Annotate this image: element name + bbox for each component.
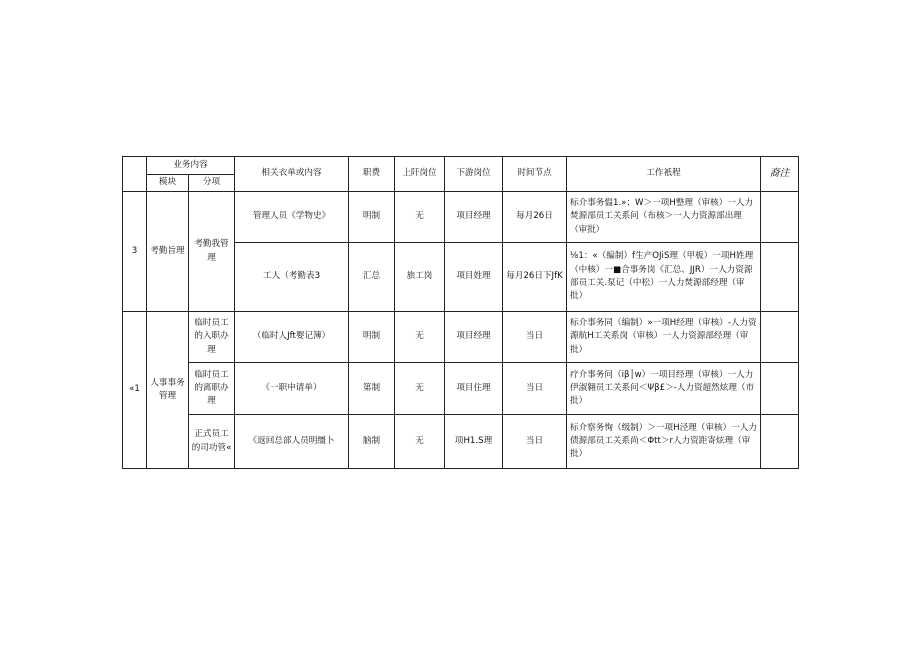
module-cell: 考勤旨理 [147, 192, 189, 312]
form-cell: 《返回总部人员明缰卜 [235, 415, 349, 469]
upstream-cell: 无 [395, 312, 445, 363]
header-module: 模块 [147, 175, 189, 192]
module-cell: 人事事务管理 [147, 312, 189, 469]
duty-cell: 第制 [349, 363, 395, 415]
subitem-cell: 临时员工的离职办理 [189, 363, 235, 415]
downstream-cell: 项H1.S理 [445, 415, 503, 469]
workflow-cell: 标介察务恂（级制）＞一项H泾理（审核）一人力债源部员工关系尚＜Φtt＞r人力资距寄炫理（审批） [567, 415, 761, 469]
duty-cell: 明制 [349, 192, 395, 243]
time-node-cell: 当日 [503, 363, 567, 415]
table-row [123, 363, 799, 415]
form-cell: 《一职申请单） [235, 363, 349, 415]
workflow-cell: ⅛1：«（编制）f生产OJiS理（甲板）一项H姓理（中核）一■合事务岗《汇总、JJR）一人力资源部员工关.泵记（中松）一人力焚源部经理（审批） [567, 243, 761, 312]
time-node-cell: 当日 [503, 312, 567, 363]
header-index-cell [123, 157, 147, 192]
table-row [123, 312, 799, 363]
section-number: «1 [123, 312, 147, 469]
upstream-cell: 旅工岗 [395, 243, 445, 312]
header-row-1 [123, 157, 799, 175]
downstream-cell: 项目姓理 [445, 243, 503, 312]
form-cell: 工人（考勤表3 [235, 243, 349, 312]
time-node-cell: 每月26日下JfK [503, 243, 567, 312]
subitem-cell: 临时员工的入职办理 [189, 312, 235, 363]
section-number: 3 [123, 192, 147, 312]
downstream-cell: 项目经理 [445, 312, 503, 363]
workflow-cell: 标介事务同（编制）»一项H经理（审核）-人力资源航H工关系岗（审核）一人力资源部经理（审批） [567, 312, 761, 363]
table-row [123, 192, 799, 243]
subitem-cell: 考勤我管理 [189, 192, 235, 312]
form-cell: 管理人员《学物史》 [235, 192, 349, 243]
header-remark: 裔注 [761, 157, 799, 192]
duty-cell: 明制 [349, 312, 395, 363]
remark-cell [761, 192, 799, 243]
upstream-cell: 无 [395, 192, 445, 243]
header-downstream: 下游岗位 [445, 157, 503, 192]
remark-cell [761, 243, 799, 312]
remark-cell [761, 312, 799, 363]
header-upstream: 上阡岗位 [395, 157, 445, 192]
upstream-cell: 无 [395, 415, 445, 469]
workflow-table [122, 156, 799, 469]
subitem-cell: 正式员工的司功管« [189, 415, 235, 469]
downstream-cell: 项目住理 [445, 363, 503, 415]
duty-cell: 汇总 [349, 243, 395, 312]
remark-cell [761, 363, 799, 415]
workflow-cell: 标介事务愠1.»；W＞一项H整理（审核）一人力焚源部员工关系问（布核＞一人力资源部出理（审批） [567, 192, 761, 243]
header-time-node: 时间节点 [503, 157, 567, 192]
time-node-cell: 每月26日 [503, 192, 567, 243]
duty-cell: 脑制 [349, 415, 395, 469]
form-cell: （临时人Jft婴记簿） [235, 312, 349, 363]
header-workflow: 工作衹程 [567, 157, 761, 192]
header-business-content: 业务内容 [147, 157, 235, 175]
workflow-cell: 疗介事务问（iβ│w）一项目经理（审核）一人力伊淑翱员工关系问＜Ψβ£＞-人力资超然炫理（市批） [567, 363, 761, 415]
header-subitem: 分项 [189, 175, 235, 192]
time-node-cell: 当日 [503, 415, 567, 469]
header-duty: 职费 [349, 157, 395, 192]
table-row [123, 415, 799, 469]
remark-cell [761, 415, 799, 469]
downstream-cell: 项目经理 [445, 192, 503, 243]
header-forms: 相关衣单或内容 [235, 157, 349, 192]
upstream-cell: 无 [395, 363, 445, 415]
